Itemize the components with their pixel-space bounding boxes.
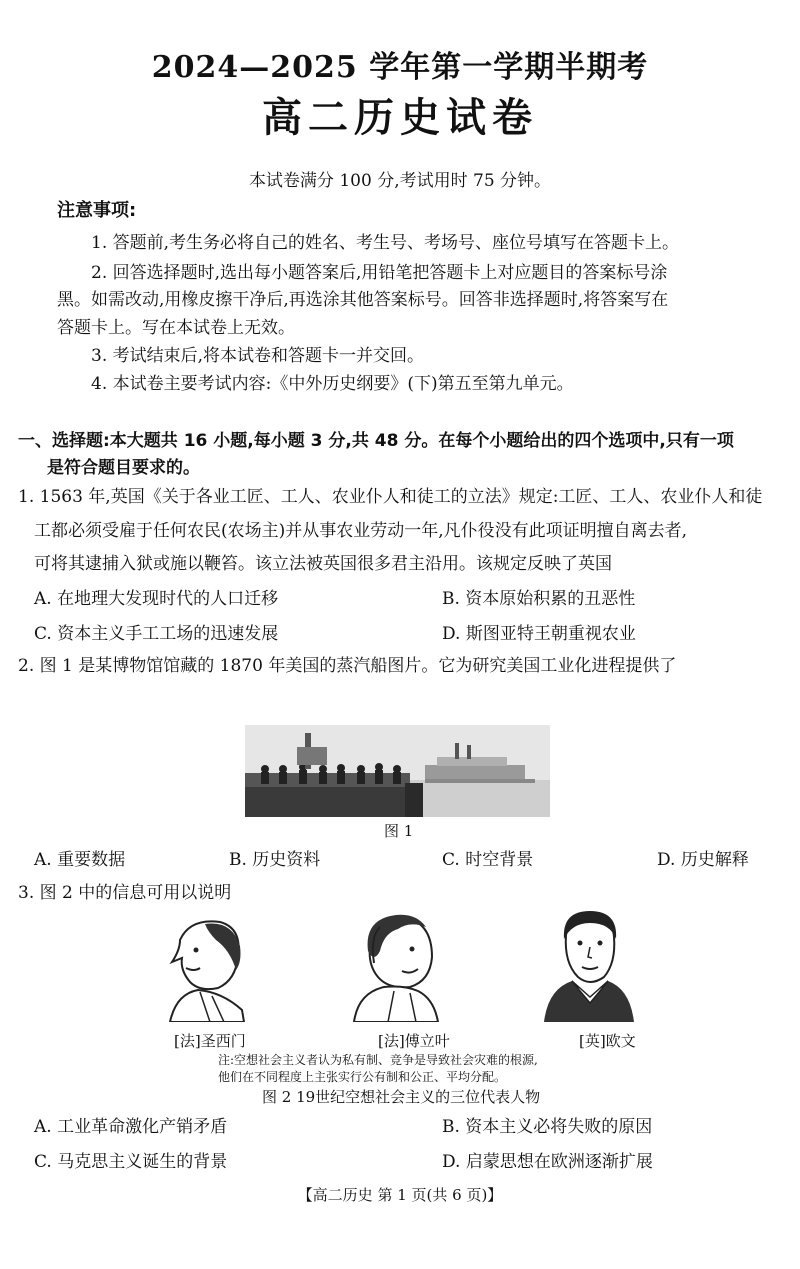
q2-option-c: C. 时空背景 — [442, 850, 534, 870]
q1-option-a: A. 在地理大发现时代的人口迁移 — [34, 589, 279, 609]
notes-heading: 注意事项: — [57, 200, 137, 221]
note-line: 1. 答题前,考生务必将自己的姓名、考生号、考场号、座位号填写在答题卡上。 — [91, 233, 680, 253]
question-1-text: 工都必须受雇于任何农民(农场主)并从事农业劳动一年,凡仆役没有此项证明擅自离去者, — [34, 521, 688, 541]
exam-info: 本试卷满分 100 分,考试用时 75 分钟。 — [248, 171, 552, 191]
note-line: 3. 考试结束后,将本试卷和答题卡一并交回。 — [91, 346, 425, 366]
q1-option-b: B. 资本原始积累的丑恶性 — [442, 589, 636, 609]
portrait-1-label: [法]圣西门 — [174, 1032, 246, 1050]
figure-1-caption: 图 1 — [384, 822, 414, 840]
portrait-3-label: [英]欧文 — [579, 1032, 636, 1050]
question-3-text: 3. 图 2 中的信息可用以说明 — [18, 883, 232, 903]
page-footer: 【高二历史 第 1 页(共 6 页)】 — [297, 1186, 503, 1204]
figure-2-caption: 图 2 19世纪空想社会主义的三位代表人物 — [262, 1088, 541, 1106]
question-2-text: 2. 图 1 是某博物馆馆藏的 1870 年美国的蒸汽船图片。它为研究美国工业化进程提供了 — [18, 656, 677, 676]
q2-option-b: B. 历史资料 — [229, 850, 321, 870]
portrait-fourier — [340, 907, 445, 1022]
portrait-2-label: [法]傅立叶 — [378, 1032, 450, 1050]
q3-option-d: D. 启蒙思想在欧洲逐渐扩展 — [442, 1152, 653, 1172]
note-line: 黑。如需改动,用橡皮擦干净后,再选涂其他答案标号。回答非选择题时,将答案写在 — [57, 290, 669, 310]
q1-option-d: D. 斯图亚特王朝重视农业 — [442, 624, 636, 644]
q3-option-b: B. 资本主义必将失败的原因 — [442, 1117, 653, 1137]
note-line: 答题卡上。写在本试卷上无效。 — [57, 318, 295, 338]
note-line: 2. 回答选择题时,选出每小题答案后,用铅笔把答题卡上对应题目的答案标号涂 — [91, 263, 668, 283]
steamboat-photo — [245, 725, 550, 817]
q3-option-a: A. 工业革命激化产销矛盾 — [34, 1117, 228, 1137]
question-1-text: 1. 1563 年,英国《关于各业工匠、工人、农业仆人和徒工的立法》规定:工匠、工人、农业仆人和徒 — [18, 487, 763, 507]
q2-option-a: A. 重要数据 — [34, 850, 126, 870]
exam-term-title: 2024—2025 学年第一学期半期考 — [151, 50, 649, 85]
portrait-owen — [538, 905, 638, 1022]
note-line: 4. 本试卷主要考试内容:《中外历史纲要》(下)第五至第九单元。 — [91, 374, 574, 394]
portrait-saint-simon — [150, 910, 255, 1022]
section-heading-cont: 是符合题目要求的。 — [47, 458, 200, 478]
figure-2-note: 注:空想社会主义者认为私有制、竞争是导致社会灾难的根源, — [218, 1053, 538, 1067]
section-heading: 一、选择题:本大题共 16 小题,每小题 3 分,共 48 分。在每个小题给出的四个选项中,只有一项 — [18, 431, 734, 451]
figure-2-note: 他们在不同程度上主张实行公有制和公正、平均分配。 — [218, 1070, 507, 1084]
q3-option-c: C. 马克思主义诞生的背景 — [34, 1152, 228, 1172]
q1-option-c: C. 资本主义手工工场的迅速发展 — [34, 624, 279, 644]
question-1-text: 可将其逮捕入狱或施以鞭笞。该立法被英国很多君主沿用。该规定反映了英国 — [34, 554, 612, 574]
exam-subject-title: 高二历史试卷 — [262, 95, 538, 141]
q2-option-d: D. 历史解释 — [657, 850, 749, 870]
